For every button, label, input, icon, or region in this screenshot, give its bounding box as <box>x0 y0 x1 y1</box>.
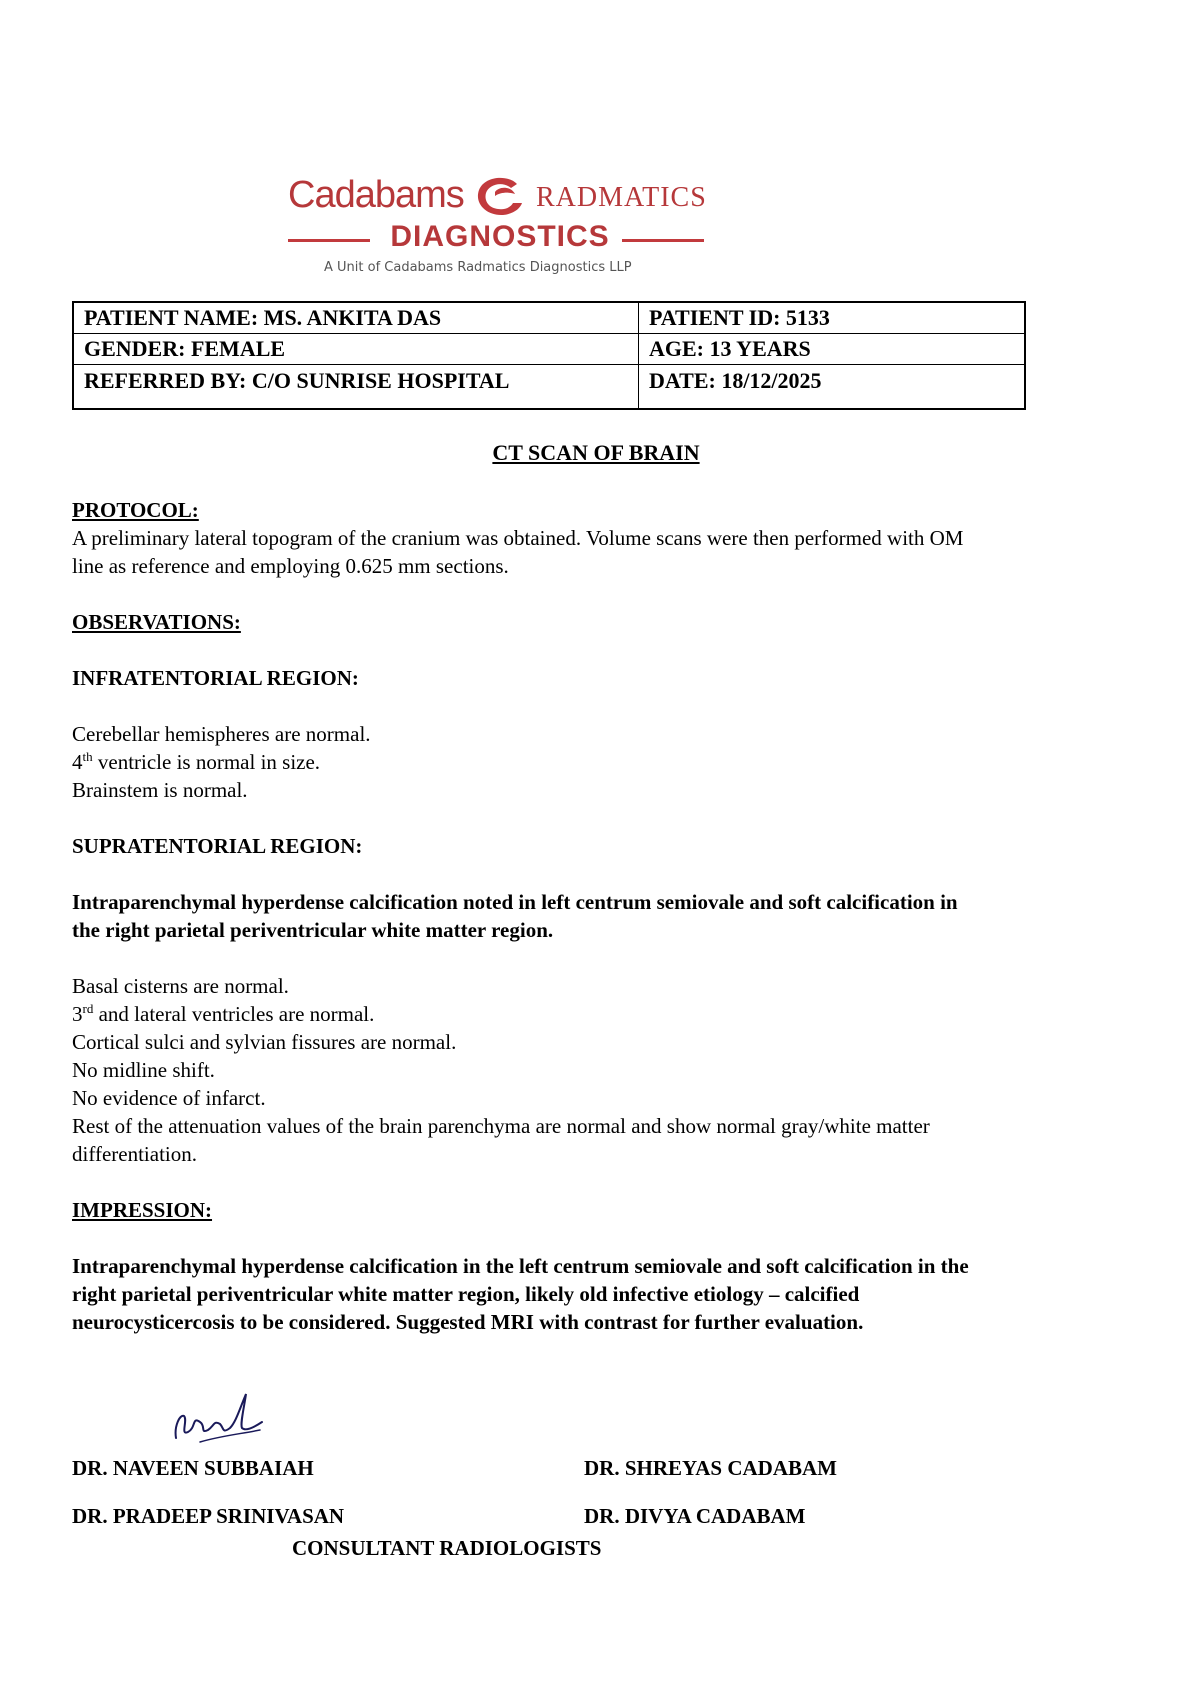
table-row <box>73 302 1025 334</box>
impression-line: right parietal periventricular white matter region, likely old infective etiology – calcified <box>72 1282 860 1306</box>
protocol-text-line: A preliminary lateral topogram of the cranium was obtained. Volume scans were then performed with OM <box>72 526 964 550</box>
infratentorial-line <box>72 748 320 776</box>
supratentorial-line: Rest of the attenuation values of the brain parenchyma are normal and show normal gray/white matter <box>72 1114 930 1138</box>
ordinal-number: 4 <box>72 750 83 774</box>
referred-by-cell: REFERRED BY: C/O SUNRISE HOSPITAL <box>73 365 639 410</box>
infratentorial-line-text: ventricle is normal in size. <box>92 750 321 774</box>
logo-rule-right <box>622 239 704 242</box>
impression-line: neurocysticercosis to be considered. Suggested MRI with contrast for further evaluation. <box>72 1310 864 1334</box>
patient-id-cell: PATIENT ID: 5133 <box>639 302 1026 334</box>
impression-heading: IMPRESSION: <box>72 1198 213 1222</box>
logo-brand-text: Cadabams <box>288 174 464 216</box>
clinic-logo <box>280 172 720 282</box>
protocol-heading: PROTOCOL: <box>72 498 199 522</box>
logo-name-text: RADMATICS <box>536 182 707 213</box>
infratentorial-line: Cerebellar hemispheres are normal. <box>72 722 371 746</box>
table-row <box>73 365 1025 410</box>
table-row <box>73 334 1025 365</box>
ordinal-suffix: rd <box>82 1001 94 1016</box>
infratentorial-heading: INFRATENTORIAL REGION: <box>72 666 359 690</box>
logo-c-mark-icon <box>473 174 525 218</box>
supratentorial-finding-line: the right parietal periventricular white matter region. <box>72 918 554 942</box>
consultant-role: CONSULTANT RADIOLOGISTS <box>292 1536 602 1560</box>
supratentorial-line: Cortical sulci and sylvian fissures are normal. <box>72 1030 457 1054</box>
supratentorial-finding-line: Intraparenchymal hyperdense calcification noted in left centrum semiovale and soft calcification in <box>72 890 958 914</box>
supratentorial-line-text: and lateral ventricles are normal. <box>93 1002 375 1026</box>
supratentorial-line: Basal cisterns are normal. <box>72 974 289 998</box>
patient-name-cell: PATIENT NAME: MS. ANKITA DAS <box>73 302 639 334</box>
date-cell: DATE: 18/12/2025 <box>639 365 1026 410</box>
age-cell: AGE: 13 YEARS <box>639 334 1026 365</box>
logo-tagline: A Unit of Cadabams Radmatics Diagnostics LLP <box>324 260 632 275</box>
doctor-name: DR. NAVEEN SUBBAIAH <box>72 1456 314 1480</box>
supratentorial-line: differentiation. <box>72 1142 197 1166</box>
ordinal-suffix: th <box>82 749 93 764</box>
gender-cell: GENDER: FEMALE <box>73 334 639 365</box>
supratentorial-line <box>72 1000 374 1028</box>
signature-image <box>170 1386 270 1452</box>
patient-info-table <box>72 301 1026 410</box>
supratentorial-line: No evidence of infarct. <box>72 1086 266 1110</box>
supratentorial-line: No midline shift. <box>72 1058 215 1082</box>
doctor-name: DR. PRADEEP SRINIVASAN <box>72 1504 345 1528</box>
doctor-name: DR. DIVYA CADABAM <box>584 1504 806 1528</box>
doctor-name: DR. SHREYAS CADABAM <box>584 1456 838 1480</box>
logo-brand-row <box>288 172 728 220</box>
logo-division-row <box>280 220 720 260</box>
infratentorial-line: Brainstem is normal. <box>72 778 248 802</box>
protocol-text-line: line as reference and employing 0.625 mm sections. <box>72 554 509 578</box>
ordinal-number: 3 <box>72 1002 83 1026</box>
report-title: CT SCAN OF BRAIN <box>492 440 700 465</box>
impression-line: Intraparenchymal hyperdense calcification in the left centrum semiovale and soft calcification in the <box>72 1254 969 1278</box>
supratentorial-heading: SUPRATENTORIAL REGION: <box>72 834 363 858</box>
logo-division-text: DIAGNOSTICS <box>390 220 610 253</box>
observations-heading: OBSERVATIONS: <box>72 610 241 634</box>
